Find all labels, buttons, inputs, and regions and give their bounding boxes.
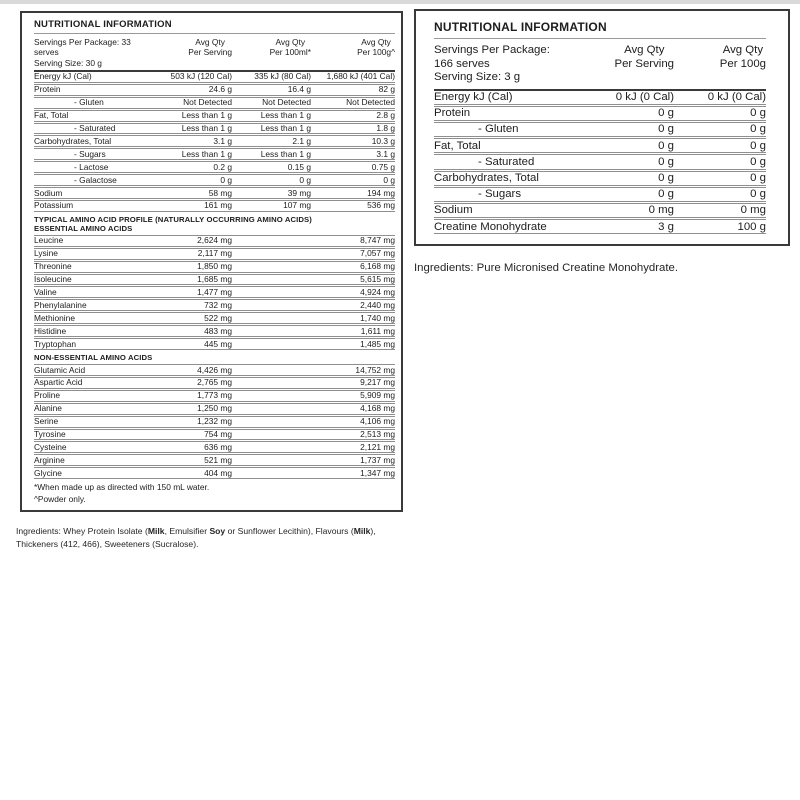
allergen-soy: Soy [209, 526, 226, 537]
value-per-serving: Not Detected [183, 97, 232, 108]
footnote-water: *When made up as directed with 150 mL water. [34, 482, 210, 493]
value-per-100g: 0.75 g [371, 161, 395, 172]
value-per-serving: 503 kJ (120 Cal) [170, 71, 232, 82]
value-per-serving: 0 g [658, 107, 674, 120]
value-per-100g: 1.8 g [376, 123, 395, 134]
row-methionine [34, 312, 395, 324]
value-per-serving: 1,773 mg [197, 390, 232, 401]
value-per-serving: 0 g [658, 155, 674, 168]
nutrient-label: Energy kJ (Cal) [34, 71, 92, 82]
value-per-100g: 0 g [750, 155, 766, 168]
value-per-serving: 1,232 mg [197, 416, 232, 427]
amino-label: Threonine [34, 261, 72, 272]
nutrient-label: Carbohydrates, Total [34, 135, 112, 146]
nutrient-label: Potassium [34, 200, 74, 211]
value-per-serving: 754 mg [204, 429, 232, 440]
value-per-100g: 9,217 mg [360, 377, 395, 388]
row-carbohydrates [34, 135, 395, 147]
row-arginine [34, 454, 395, 466]
panel-title: NUTRITIONAL INFORMATION [34, 17, 395, 34]
allergen-milk: Milk [147, 526, 165, 537]
allergen-milk: Milk [353, 526, 371, 537]
value-per-100g: 5,909 mg [360, 390, 395, 401]
amino-label: Glutamic Acid [34, 364, 86, 375]
column-header-line: Avg Qty [722, 44, 764, 56]
row-lactose [34, 161, 395, 173]
nutrient-label: Fat, Total [34, 110, 69, 121]
value-per-100g: 194 mg [367, 187, 395, 198]
row-tryptophan [34, 338, 395, 350]
value-per-100g: 0 g [750, 188, 766, 201]
column-header-per-100g [311, 37, 395, 68]
value-per-100g: 8,747 mg [360, 235, 395, 246]
row-potassium [34, 200, 395, 212]
value-per-100g: 0 g [750, 123, 766, 136]
row-fat-total [34, 110, 395, 122]
value-per-100g: 4,924 mg [360, 286, 395, 297]
row-phenylalanine [34, 299, 395, 311]
row-gluten [34, 97, 395, 109]
value-per-serving: 0 g [658, 188, 674, 201]
value-per-serving: 2,624 mg [197, 235, 232, 246]
nutrient-label: - Gluten [478, 123, 519, 136]
table-header [34, 34, 395, 72]
value-per-100g: 1,680 kJ (401 Cal) [326, 71, 395, 82]
value-per-serving: 0 g [658, 172, 674, 185]
nutrient-label: Energy kJ (Cal) [434, 91, 513, 103]
nutrient-label: - Sugars [478, 188, 522, 201]
value-per-100g: 1,737 mg [360, 454, 395, 465]
value-per-100g: 82 g [378, 84, 395, 95]
column-header-line: Avg Qty [275, 37, 306, 47]
row-cysteine [34, 441, 395, 453]
non-essential-amino-title: NON-ESSENTIAL AMINO ACIDS [34, 353, 153, 363]
value-per-serving: 3 g [658, 220, 674, 233]
value-per-100g: 2.8 g [376, 110, 395, 121]
amino-label: Tyrosine [34, 429, 66, 440]
value-per-100g: 14,752 mg [355, 364, 395, 375]
nutrient-label: Fat, Total [434, 139, 481, 152]
value-per-100g: Not Detected [346, 97, 395, 108]
value-per-100g: 5,615 mg [360, 274, 395, 285]
column-header-line: Per Serving [614, 57, 674, 70]
value-per-serving: 1,685 mg [197, 274, 232, 285]
value-per-serving: 445 mg [204, 338, 232, 349]
servings-info [34, 37, 136, 68]
amino-label: Phenylalanine [34, 299, 87, 310]
column-header-line: Per 100g [719, 57, 766, 70]
value-per-100g: 7,057 mg [360, 248, 395, 259]
row-valine [34, 286, 395, 298]
value-per-serving: 58 mg [208, 187, 232, 198]
value-per-serving: 24.6 g [208, 84, 232, 95]
servings-per-package: Servings Per Package: 33 serves [34, 37, 131, 58]
serving-size: Serving Size: 3 g [434, 71, 521, 83]
amino-label: Serine [34, 416, 59, 427]
essential-amino-title: ESSENTIAL AMINO ACIDS [34, 223, 133, 233]
value-per-serving: 483 mg [204, 325, 232, 336]
value-per-serving: Less than 1 g [181, 148, 232, 159]
value-per-100ml: 335 kJ (80 Cal) [254, 71, 311, 82]
row-lysine [34, 248, 395, 260]
nutrient-label: Sodium [34, 187, 63, 198]
row-fat-total [434, 138, 766, 153]
row-sodium [34, 187, 395, 199]
value-per-100ml: Less than 1 g [260, 123, 311, 134]
amino-profile-header [34, 213, 395, 235]
value-per-serving: 0 mg [648, 204, 674, 217]
amino-label: Isoleucine [34, 274, 72, 285]
nutrient-label: Carbohydrates, Total [434, 172, 539, 185]
amino-label: Arginine [34, 454, 65, 465]
value-per-serving: 0 kJ (0 Cal) [615, 91, 674, 103]
column-header-per-serving [564, 44, 674, 85]
panel-title: NUTRITIONAL INFORMATION [434, 17, 766, 39]
row-protein [434, 106, 766, 121]
amino-label: Tryptophan [34, 338, 77, 349]
column-header-line: Per Serving [188, 47, 232, 58]
row-energy [34, 72, 395, 83]
value-per-serving: Less than 1 g [181, 110, 232, 121]
value-per-100ml: 0 g [299, 174, 311, 185]
amino-label: Alanine [34, 403, 62, 414]
column-header-per-100g [674, 44, 766, 85]
nutrient-label: - Saturated [478, 155, 535, 168]
value-per-serving: 0 g [220, 174, 232, 185]
value-per-serving: 732 mg [204, 299, 232, 310]
row-sodium [434, 203, 766, 218]
value-per-100ml: 2.1 g [292, 135, 311, 146]
creatine-label-column [414, 9, 792, 276]
amino-label: Cysteine [34, 441, 67, 452]
value-per-100g: 1,740 mg [360, 312, 395, 323]
ingredients-whey [16, 525, 408, 551]
row-saturated [34, 123, 395, 135]
page-top-edge [0, 0, 800, 4]
nutrient-label: Creatine Monohydrate [434, 220, 547, 233]
value-per-serving: 161 mg [204, 200, 232, 211]
value-per-100ml: Less than 1 g [260, 110, 311, 121]
row-sugars [34, 148, 395, 160]
value-per-100ml: Less than 1 g [260, 148, 311, 159]
amino-label: Proline [34, 390, 61, 401]
value-per-100g: 1,485 mg [360, 338, 395, 349]
row-aspartic-acid [34, 377, 395, 389]
ingredients-text: , Emulsifier [164, 526, 210, 537]
value-per-serving: 521 mg [204, 454, 232, 465]
row-leucine [34, 235, 395, 247]
row-energy [434, 91, 766, 105]
table-header [434, 39, 766, 91]
column-header-line: Avg Qty [195, 37, 225, 47]
value-per-100g: 1,347 mg [360, 467, 395, 478]
row-tyrosine [34, 429, 395, 441]
footnote-powder: ^Powder only. [34, 493, 86, 504]
row-protein [34, 84, 395, 96]
footnotes [34, 480, 395, 505]
column-header-line: Avg Qty [624, 44, 665, 56]
non-essential-header [34, 351, 395, 364]
value-per-serving: Less than 1 g [181, 123, 232, 134]
value-per-100g: 6,168 mg [360, 261, 395, 272]
value-per-serving: 404 mg [204, 467, 232, 478]
amino-label: Leucine [34, 235, 64, 246]
nutrient-label: - Gluten [74, 97, 104, 108]
value-per-100g: 2,440 mg [360, 299, 395, 310]
row-carbohydrates [434, 171, 766, 186]
value-per-serving: 0 g [658, 123, 674, 136]
row-isoleucine [34, 274, 395, 286]
value-per-100g: 4,106 mg [360, 416, 395, 427]
nutrient-label: - Galactose [74, 174, 117, 185]
nutrient-label: - Sugars [74, 148, 106, 159]
value-per-serving: 1,850 mg [197, 261, 232, 272]
value-per-100g: 0 g [750, 107, 766, 120]
serving-size: Serving Size: 30 g [34, 57, 102, 68]
value-per-serving: 636 mg [204, 441, 232, 452]
value-per-serving: 0 g [658, 139, 674, 152]
value-per-100ml: 107 mg [283, 200, 311, 211]
row-histidine [34, 325, 395, 337]
amino-label: Lysine [34, 248, 58, 259]
value-per-100g: 10.3 g [371, 135, 395, 146]
value-per-100g: 0 g [750, 139, 766, 152]
ingredients-creatine: Ingredients: Pure Micronised Creatine Monohydrate. [414, 262, 679, 275]
row-proline [34, 390, 395, 402]
column-header-line: Per 100ml* [269, 47, 311, 58]
row-serine [34, 416, 395, 428]
value-per-100g: 0 g [383, 174, 395, 185]
row-glutamic-acid [34, 364, 395, 376]
row-galactose [34, 174, 395, 186]
amino-label: Methionine [34, 312, 75, 323]
column-header-per-100ml [232, 37, 311, 68]
nutrition-panel-creatine [414, 9, 790, 246]
column-header-line: Avg Qty [361, 37, 391, 47]
row-glycine [34, 467, 395, 479]
value-per-100g: 4,168 mg [360, 403, 395, 414]
value-per-serving: 2,765 mg [197, 377, 232, 388]
amino-label: Aspartic Acid [34, 377, 83, 388]
row-threonine [34, 261, 395, 273]
ingredients-text: Ingredients: Whey Protein Isolate ( [16, 526, 148, 537]
value-per-100ml: 0.15 g [287, 161, 311, 172]
amino-profile-title: TYPICAL AMINO ACID PROFILE (NATURALLY OCCURRING AMINO ACIDS) [34, 214, 312, 224]
value-per-serving: 2,117 mg [197, 248, 232, 259]
value-per-100g: 0 kJ (0 Cal) [707, 91, 766, 103]
value-per-100g: 100 g [737, 220, 766, 233]
value-per-serving: 0.2 g [213, 161, 232, 172]
value-per-100g: 2,121 mg [360, 441, 395, 452]
value-per-serving: 4,426 mg [197, 364, 232, 375]
value-per-100g: 1,611 mg [360, 325, 395, 336]
nutrient-label: - Saturated [74, 123, 116, 134]
amino-label: Glycine [34, 467, 62, 478]
value-per-serving: 3.1 g [213, 135, 232, 146]
whey-label-column [16, 11, 408, 551]
value-per-100g: 0 g [750, 172, 766, 185]
value-per-serving: 1,477 mg [197, 286, 232, 297]
nutrient-label: Protein [434, 107, 471, 120]
value-per-100g: 536 mg [367, 200, 395, 211]
value-per-100g: 0 mg [740, 204, 766, 217]
value-per-100ml: 39 mg [287, 187, 311, 198]
amino-label: Valine [34, 286, 57, 297]
row-alanine [34, 403, 395, 415]
row-creatine-monohydrate [434, 219, 766, 234]
nutrient-label: Sodium [434, 204, 473, 217]
value-per-serving: 522 mg [204, 312, 232, 323]
ingredients-text: ), Thickeners (412, 466), Sweeteners (Sucralose). [16, 526, 376, 550]
ingredients-text: or Sunflower Lecithin), Flavours ( [225, 526, 354, 537]
servings-per-package: Servings Per Package: 166 serves [434, 44, 550, 70]
row-saturated [434, 154, 766, 169]
nutrient-label: - Lactose [74, 161, 109, 172]
row-gluten [434, 122, 766, 137]
row-sugars [434, 187, 766, 202]
column-header-per-serving [136, 37, 232, 68]
column-header-line: Per 100g^ [357, 47, 395, 58]
value-per-serving: 1,250 mg [197, 403, 232, 414]
value-per-100g: 2,513 mg [360, 429, 395, 440]
value-per-100ml: 16.4 g [287, 84, 311, 95]
amino-label: Histidine [34, 325, 67, 336]
nutrition-panel-whey [20, 11, 403, 512]
value-per-100g: 3.1 g [376, 148, 395, 159]
servings-info [434, 44, 564, 85]
value-per-100ml: Not Detected [262, 97, 311, 108]
nutrient-label: Protein [34, 84, 61, 95]
